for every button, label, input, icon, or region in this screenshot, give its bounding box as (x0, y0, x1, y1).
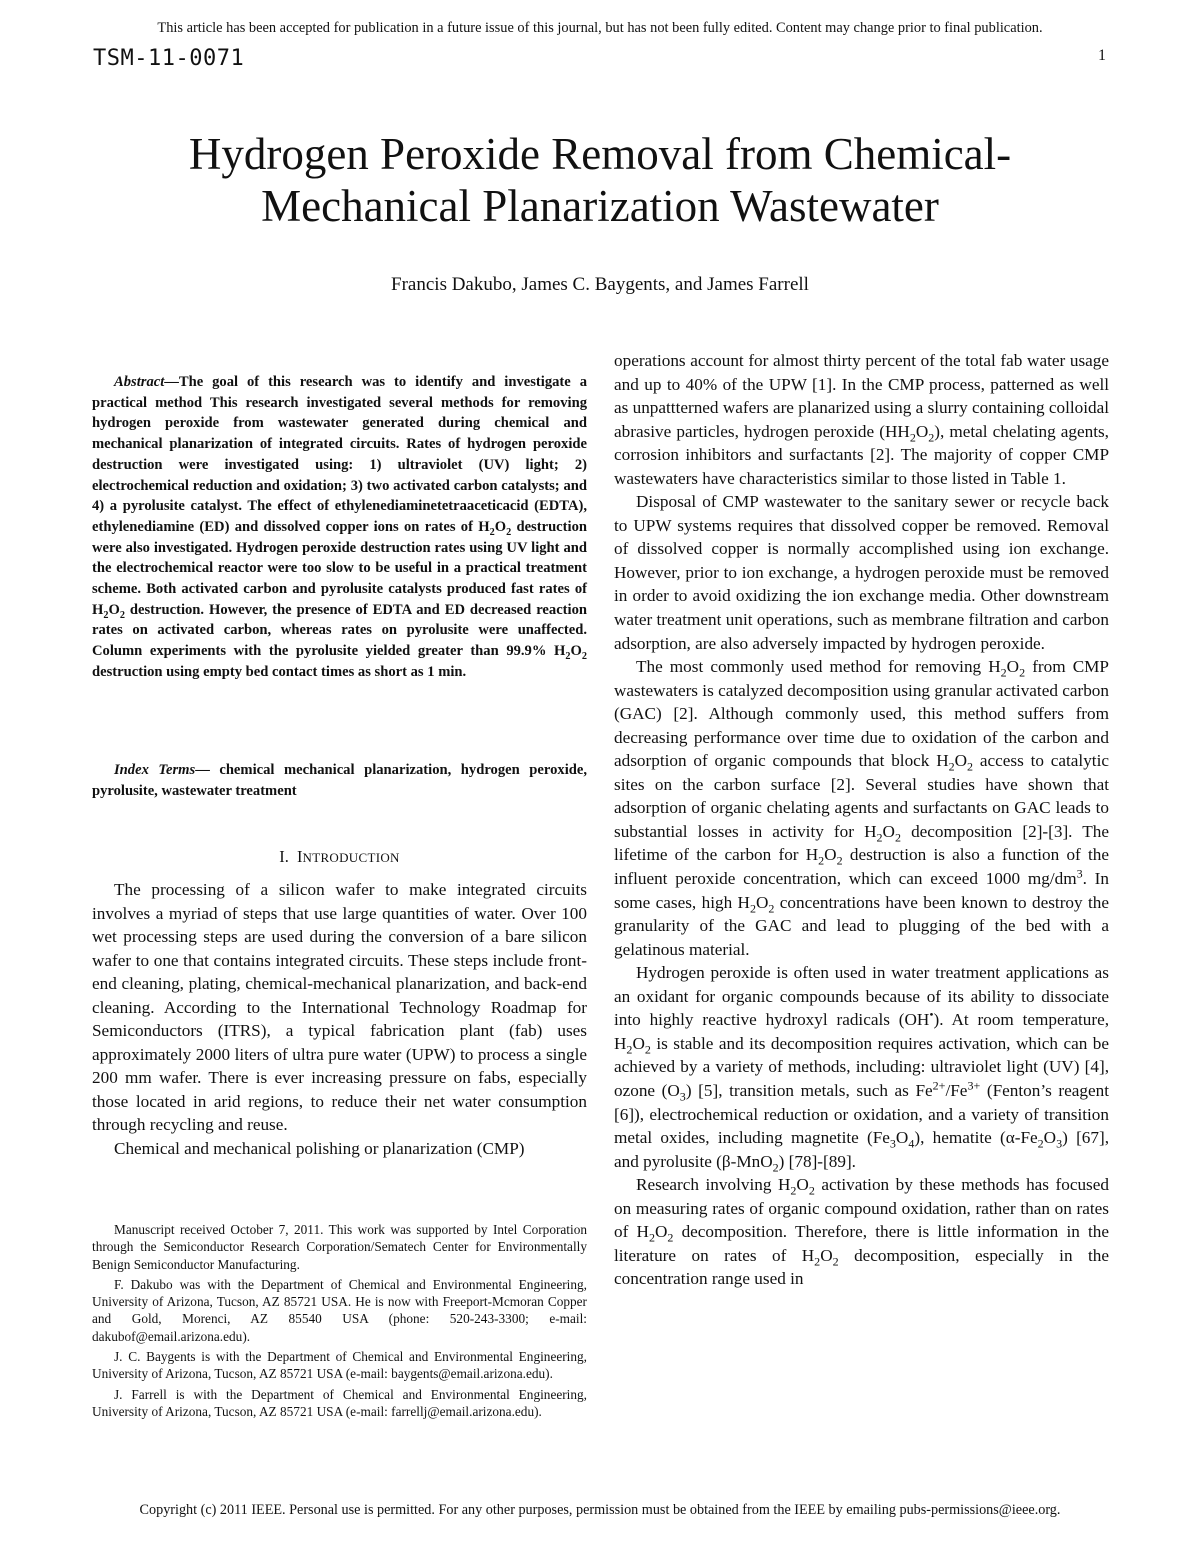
chem-o: O (570, 643, 582, 660)
sub-2: 2 (626, 1042, 633, 1057)
footnote-baygents: J. C. Baygents is with the Department of Chemical and Environmental Engineering, University of Arizona, Tucson, AZ 85721 USA (e-mail: baygents@email.arizona.edu). (92, 1349, 587, 1382)
section-numeral: I. (279, 847, 289, 866)
chem-o: O (632, 1033, 645, 1053)
sub-2: 2 (814, 1254, 821, 1269)
text-run: destruction is also a function of the influent peroxide concentration, which can exceed 1000 mg/dm (614, 845, 1109, 889)
abstract-text-2: destruction were also investigated. Hydrogen peroxide destruction rates using UV light and the electrochemical reactor were too slow to be useful in a practical treatment scheme. Both activated carbon and pyrolusite catalysts produced fast rates of H (92, 518, 587, 618)
sub-2: 2 (1019, 665, 1026, 680)
text-run: Research involving H (636, 1175, 791, 1195)
intro-paragraph-2: Chemical and mechanical polishing or planarization (CMP) (114, 1139, 525, 1159)
sub-2: 2 (768, 901, 775, 916)
author-footnotes (92, 1221, 587, 1423)
text-run: . In some cases, high H (614, 869, 1109, 912)
sup-2-plus: 2+ (932, 1078, 946, 1093)
intro-paragraph-1: The processing of a silicon wafer to make integrated circuits involves a myriad of steps that use large quantities of water. Over 100 wet processing steps are used during the conversion of a bare silicon wafer to one that contains integrated circuits. These steps include front-end cleaning, plating, chemical-mechanical planarization, and back-end cleaning. According to the International Technology Roadmap for Semiconductors (ITRS), a typical fabrication plant (fab) uses approximately 2000 liters of ultra pure water (UPW) to process a single 200 mm wafer. There is ever increasing pressure on fabs, especially those located in arid regions, to reduce their net water consumption through recycling and reuse. (92, 880, 587, 1135)
sub-2: 2 (928, 430, 935, 445)
footnote-dakubo: F. Dakubo was with the Department of Chemical and Environmental Engineering, University of Arizona, Tucson, AZ 85721 USA. He is now with Freeport-Mcmoran Copper and Gold, Morenci, AZ 85540 USA (phone: 520-243-3300; e-mail: dakubof@email.arizona.edu). (92, 1276, 587, 1344)
text-run: ) [5], transition metals, such as Fe (685, 1080, 933, 1100)
sub-3: 3 (889, 1136, 896, 1151)
sub-4: 4 (908, 1136, 915, 1151)
chem-o: O (824, 845, 837, 865)
abstract-label: Abstract (114, 374, 165, 390)
introduction-body (92, 878, 587, 1161)
section-heading-introduction (92, 847, 587, 867)
chem-o: O (895, 1128, 909, 1148)
text-run: decomposition. Therefore, there is little information in the literature on rates of H (614, 1222, 1110, 1265)
text-run: decomposition, especially in the concentration range used in (614, 1245, 1109, 1289)
sub-2: 2 (489, 526, 495, 538)
paper-title (120, 128, 1080, 232)
sub-2: 2 (103, 609, 109, 621)
sub-2: 2 (644, 1042, 651, 1057)
right-paragraph-1 (614, 349, 1109, 490)
sub-3: 3 (1056, 1136, 1063, 1151)
sub-2: 2 (1037, 1136, 1044, 1151)
chem-o: O (1006, 657, 1020, 677)
section-title-rest: NTRODUCTION (302, 850, 400, 865)
right-paragraph-4 (614, 961, 1109, 1173)
sub-2: 2 (506, 526, 512, 538)
text-run: Hydrogen peroxide is often used in water treatment applications as an oxidant for organic compounds because of its ability to dissociate into highly reactive hydroxyl radicals (OH (614, 963, 1109, 1030)
chem-o: O (494, 518, 507, 535)
sub-2: 2 (818, 853, 825, 868)
right-paragraph-2: Disposal of CMP wastewater to the sanitary sewer or recycle back to UPW systems requires that dissolved copper be removed. Removal of dissolved copper is normally accomplished using ion exchange. However, prior to ion exchange, a hydrogen peroxide must be removed in order to avoid oxidizing the ion exchange media. Other downstream water treatment unit operations, such as membrane filtration and carbon adsorption, are also adversely impacted by hydrogen peroxide. (614, 492, 1109, 653)
footnote-farrell: J. Farrell is with the Department of Chemical and Environmental Engineering, University of Arizona, Tucson, AZ 85721 USA (e-mail: farrellj@email.arizona.edu). (92, 1386, 587, 1419)
index-terms-label: Index Terms (114, 762, 196, 778)
sub-2: 2 (836, 853, 843, 868)
section-first-letter: I (297, 847, 303, 866)
copyright-footer: Copyright (c) 2011 IEEE. Personal use is permitted. For any other purposes, permission must be obtained from the IEEE by emailing pubs-permissions@ieee.org. (139, 1502, 1061, 1518)
title-line-1: Hydrogen Peroxide Removal from Chemical- (188, 129, 1012, 179)
sub-2: 2 (876, 830, 883, 845)
chem-o: O (1043, 1128, 1057, 1148)
chem-o: O (954, 751, 968, 771)
abstract-text-3: destruction. However, the presence of EDTA and ED decreased reaction rates on activated carbon, whereas rates on pyrolusite were unaffected. Column experiments with the pyrolusite yielded greater than 99.9% H (92, 601, 587, 660)
text-run: decomposition [2]-[3]. The lifetime of the carbon for H (614, 821, 1109, 865)
text-run: activation by these methods has focused on measuring rates of organic compound oxidation, rather than on rates of H (614, 1175, 1109, 1242)
text-run: ). At room temperature, H (614, 1010, 1109, 1053)
abstract-text-1: The goal of this research was to identify and investigate a practical method This research investigated several methods for removing hydrogen peroxide from wastewater generated during chemical and mechanical planarization of integrated circuits. Rates of hydrogen peroxide destruction were investigated using: 1) ultraviolet (UV) light; 2) electrochemical reduction and oxidation; 3) two activated carbon catalysts; and 4) a pyrolusite catalyst. The effect of ethylenediaminetetraaceticacid (EDTA), ethylenediamine (ED) and dissolved copper ions on rates of H (92, 374, 587, 535)
abstract-text-4: destruction using empty bed contact times as short as 1 min. (92, 663, 467, 680)
chem-o: O (654, 1222, 668, 1242)
chem-o: O (820, 1245, 833, 1265)
sup-radical: • (929, 1007, 934, 1022)
text-run: /Fe (945, 1080, 968, 1100)
sub-2: 2 (565, 651, 571, 663)
chem-o: O (882, 821, 895, 841)
right-column-body (614, 349, 1109, 1291)
sup-3: 3 (1076, 866, 1083, 881)
text-run: ), hematite (α-Fe (914, 1128, 1038, 1148)
chem-h: H (897, 421, 910, 441)
page-number: 1 (1098, 47, 1106, 64)
text-run: is stable and its decomposition requires activation, which can be achieved by a variety of methods, including: ultraviolet light (UV) [4], ozone (O (614, 1033, 1109, 1100)
text-run: ) [78]-[89]. (778, 1151, 856, 1171)
index-terms-dash: — (195, 762, 210, 778)
sub-2: 2 (909, 430, 916, 445)
sub-2: 2 (894, 830, 901, 845)
acceptance-notice: This article has been accepted for publication in a future issue of this journal, but has not been fully edited. Content may change prior to final publication. (157, 20, 1043, 36)
text-run: The most commonly used method for removing H (636, 657, 1001, 677)
author-list: Francis Dakubo, James C. Baygents, and James Farrell (391, 274, 809, 295)
text-run: operations account for almost thirty percent of the total fab water usage and up to 40% of the UPW [1]. In the CMP process, patterned as well as unpattterned wafers are planarized using a slurry containing colloidal abrasive particles, hydrogen peroxide (H (614, 351, 1109, 441)
right-paragraph-5 (614, 1173, 1109, 1291)
index-terms (92, 760, 587, 801)
sup-3-plus: 3+ (967, 1078, 981, 1093)
sub-2: 2 (749, 901, 756, 916)
sub-3: 3 (679, 1089, 686, 1104)
title-line-2: Mechanical Planarization Wastewater (261, 181, 939, 231)
sub-2: 2 (1000, 665, 1007, 680)
chem-o: O (755, 892, 769, 912)
sub-2: 2 (119, 609, 125, 621)
abstract-dash: — (164, 374, 179, 390)
chem-o: O (796, 1175, 809, 1195)
text-run: ) [67], and pyrolusite (β-MnO (614, 1128, 1109, 1171)
text-run: from CMP wastewaters is catalyzed decomposition using granular activated carbon (GAC) [2]. Although commonly used, this method suffers from decreasing performance over time due to oxidation of the carbon and adsorption of organic compounds that block H (614, 657, 1109, 771)
text-run: concentrations have been known to destroy the granularity of the GAC and lead to plugging of the bed with a gelatinous material. (614, 892, 1109, 959)
text-run: (Fenton’s reagent [6]), electrochemical reduction or oxidation, and a variety of transition metal oxides, including magnetite (Fe (614, 1080, 1109, 1148)
sub-2: 2 (772, 1160, 779, 1175)
chem-o: O (915, 421, 929, 441)
sub-2: 2 (790, 1183, 797, 1198)
sub-2: 2 (832, 1254, 839, 1269)
sub-2: 2 (967, 759, 974, 774)
sub-2: 2 (648, 1230, 655, 1245)
sub-2: 2 (808, 1183, 815, 1198)
index-terms-text: chemical mechanical planarization, hydrogen peroxide, pyrolusite, wastewater treatment (92, 762, 587, 799)
text-run: access to catalytic sites on the carbon surface [2]. Several studies have shown that adsorption of organic chelating agents and surfactants on GAC leads to substantial losses in activity for H (614, 751, 1109, 841)
footnote-manuscript: Manuscript received October 7, 2011. This work was supported by Intel Corporation through the Semiconductor Research Corporation/Sematech Center for Environmentally Benign Semiconductor Manufacturing. (92, 1222, 587, 1272)
text-run: ), metal chelating agents, corrosion inhibitors and surfactants [2]. The majority of copper CMP wastewaters have characteristics similar to those listed in Table 1. (614, 421, 1109, 488)
sub-2: 2 (581, 651, 587, 663)
right-paragraph-3 (614, 655, 1109, 961)
abstract (92, 372, 587, 683)
sub-2: 2 (667, 1230, 674, 1245)
chem-o: O (108, 601, 120, 618)
manuscript-id: TSM-11-0071 (93, 46, 245, 71)
sub-2: 2 (948, 759, 955, 774)
